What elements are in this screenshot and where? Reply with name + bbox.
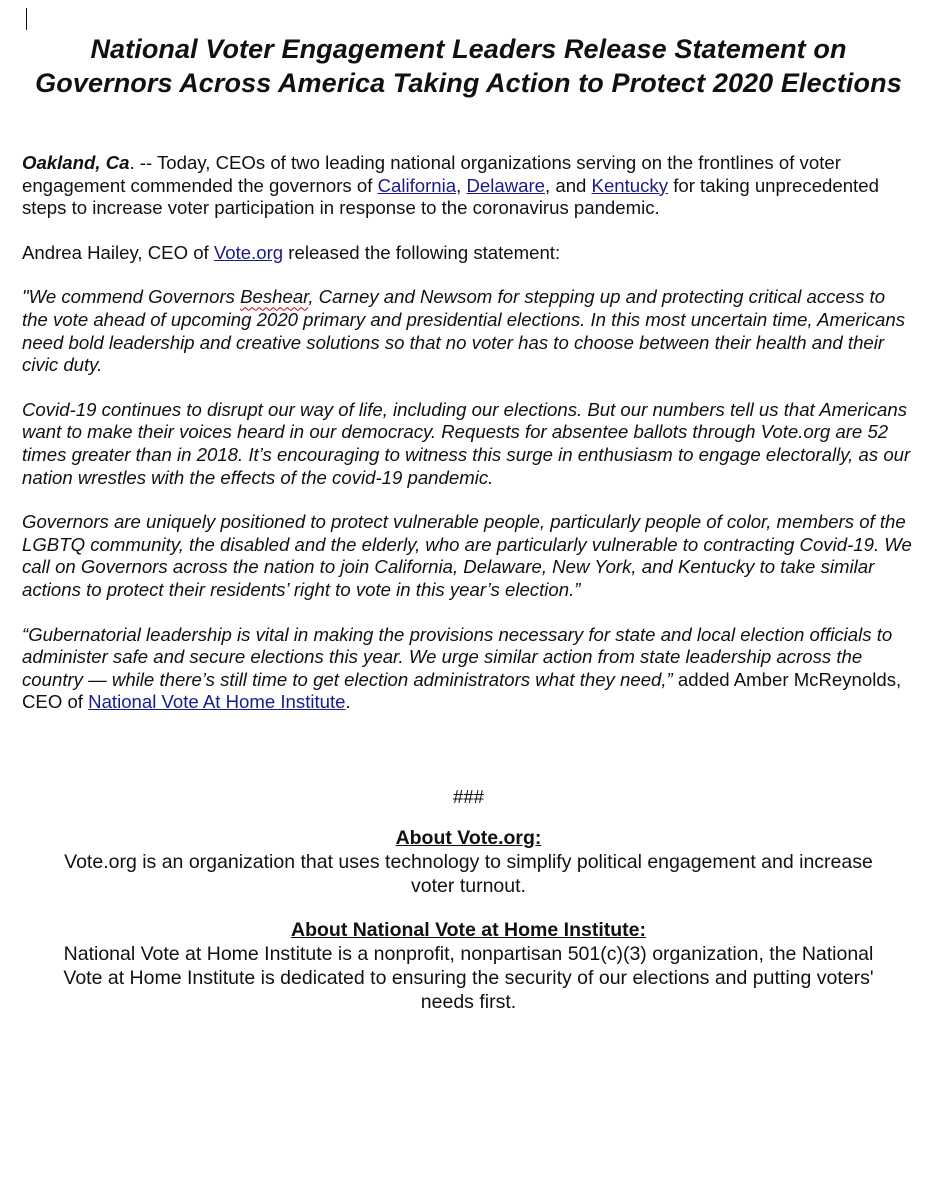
- quote4-plain: added Amber McReynolds, CEO of: [22, 668, 902, 713]
- quote-paragraph-2: Covid-19 continues to disrupt our way of life, including our elections. But our numbers tell us that Americans want to make their voices heard in our democracy. Requests for absentee ballots through Vote.org are 52 times greater than in 2018. It’s encouraging to witness this surge in enthusiasm to engage electorally, as our nation wrestles with the effects of the covid-19 pandemic.: [22, 398, 911, 488]
- quote1-part1: "We commend Governors: [22, 286, 241, 308]
- intro-text-2: for taking unprecedented steps to increase voter participation in response to the coronavirus pandemic.: [22, 174, 879, 219]
- intro-and: , and: [545, 174, 592, 196]
- about-nvahi-heading: About National Vote at Home Institute:: [291, 918, 646, 941]
- quote-paragraph-4: [22, 624, 915, 714]
- attribution-prefix: Andrea Hailey, CEO of: [22, 241, 214, 263]
- about-vote-org-heading: About Vote.org:: [395, 826, 542, 849]
- quote-paragraph-3: Governors are uniquely positioned to protect vulnerable people, particularly people of color, members of the LGBTQ community, the disabled and the elderly, who are particularly vulnerable to contracting Covid-19. We call on Governors across the nation to join California, Delaware, New York, and Kentucky to take similar actions to protect their residents’ right to vote in this year’s election.”: [22, 511, 912, 600]
- link-kentucky[interactable]: Kentucky: [591, 174, 669, 196]
- link-vote-org[interactable]: Vote.org: [213, 241, 284, 263]
- page-title: National Voter Engagement Leaders Release Statement on Governors Across America Taking Action to Protect 2020 Elections: [35, 34, 902, 98]
- attribution-suffix: released the following statement:: [283, 241, 561, 263]
- dateline: Oakland, Ca: [22, 152, 130, 173]
- text-cursor: [26, 8, 27, 30]
- intro-text-1: . -- Today, CEOs of two leading national organizations serving on the frontlines of voter engagement commended the governors of: [22, 152, 841, 196]
- link-delaware[interactable]: Delaware: [466, 174, 546, 196]
- link-california[interactable]: California: [377, 174, 457, 196]
- spellcheck-word-beshear: Beshear: [240, 286, 309, 308]
- about-vote-org-body: Vote.org is an organization that uses technology to simplify political engagement and increase voter turnout.: [64, 850, 873, 897]
- intro-comma: ,: [456, 174, 467, 196]
- quote-paragraph-1: [22, 286, 915, 376]
- link-national-vote-at-home[interactable]: National Vote At Home Institute: [88, 691, 346, 713]
- about-nvahi-body: National Vote at Home Institute is a nonprofit, nonpartisan 501(c)(3) organization, the National Vote at Home Institute is dedicated to ensuring the security of our elections and putting voters' needs first.: [63, 942, 874, 1013]
- intro-paragraph: [22, 152, 915, 220]
- quote4-end: .: [345, 691, 351, 713]
- press-release-document: [22, 32, 915, 1034]
- section-separator: ###: [452, 785, 485, 807]
- quote4-italic: “Gubernatorial leadership is vital in making the provisions necessary for state and local election officials to administer safe and secure elections this year. We urge similar action from state leadership across the country — while there’s still time to get election administrators what they need,”: [22, 623, 893, 690]
- attribution-paragraph: [22, 242, 915, 265]
- quote1-part2: , Carney and Newsom for stepping up and protecting critical access to the vote ahead of upcoming 2020 primary and presidential elections. In this most uncertain time, Americans need bold leadership and creative solutions so that no voter has to choose between their health and their civic duty.: [22, 286, 905, 376]
